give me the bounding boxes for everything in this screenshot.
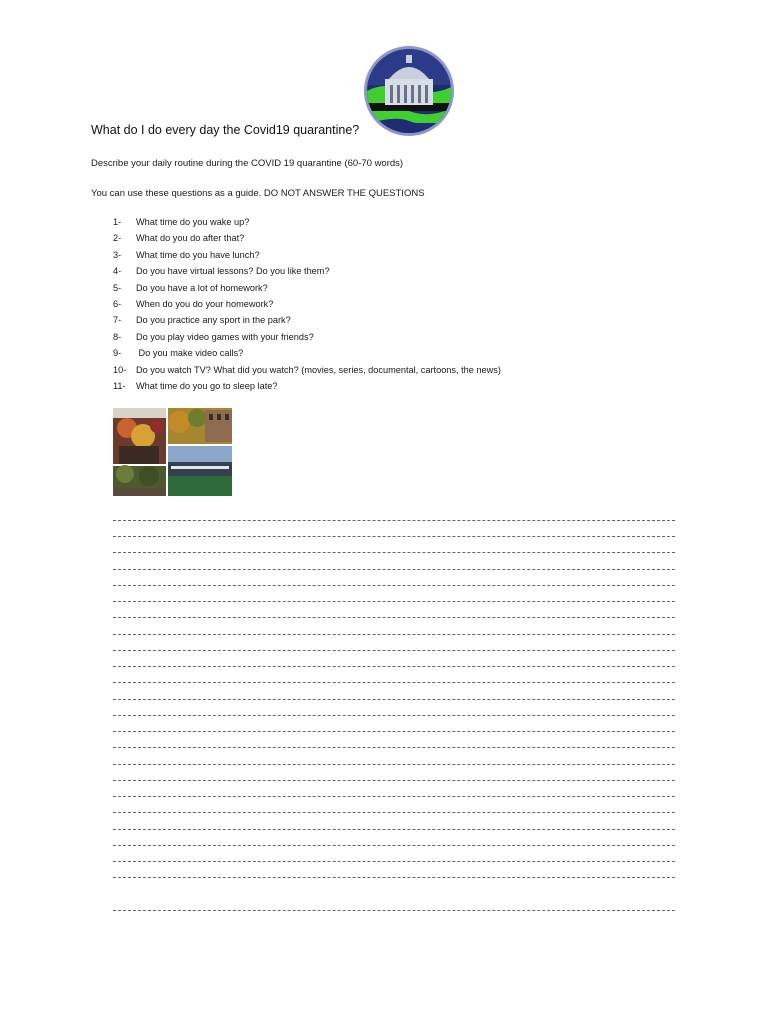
question-text: What do you do after that? bbox=[136, 233, 245, 244]
answer-line[interactable] bbox=[113, 617, 675, 618]
question-number: 7- bbox=[113, 315, 122, 326]
question-item bbox=[113, 381, 501, 397]
answer-line[interactable] bbox=[113, 747, 675, 748]
question-text: Do you practice any sport in the park? bbox=[136, 315, 291, 326]
question-text: What time do you have lunch? bbox=[136, 249, 260, 260]
question-text: What time do you wake up? bbox=[136, 217, 250, 227]
question-text: Do you watch TV? What did you watch? (movies, series, documental, cartoons, the news) bbox=[136, 364, 501, 375]
answer-line[interactable] bbox=[113, 520, 675, 521]
question-item bbox=[113, 299, 501, 315]
answer-line[interactable] bbox=[113, 682, 675, 683]
answer-line[interactable] bbox=[113, 861, 675, 862]
question-number: 2- bbox=[113, 233, 122, 244]
question-text: When do you do your homework? bbox=[136, 298, 274, 309]
question-number: 3- bbox=[113, 249, 122, 260]
question-item bbox=[113, 233, 501, 249]
question-number: 5- bbox=[113, 282, 122, 293]
question-number: 11- bbox=[113, 380, 126, 391]
task-instruction: Describe your daily routine during the COVID 19 quarantine (60-70 words) bbox=[91, 158, 404, 169]
question-list bbox=[113, 217, 501, 397]
question-number: 4- bbox=[113, 266, 122, 277]
photo-park bbox=[113, 465, 166, 496]
question-text: What time do you go to sleep late? bbox=[136, 380, 278, 391]
answer-line[interactable] bbox=[113, 764, 675, 765]
question-item bbox=[113, 250, 501, 266]
photo-stadium bbox=[168, 446, 232, 496]
question-number: 1- bbox=[113, 217, 122, 227]
photo-festival bbox=[113, 408, 166, 464]
worksheet-title: What do I do every day the Covid19 quarantine? bbox=[91, 123, 360, 137]
answer-line[interactable] bbox=[113, 552, 675, 553]
question-number: 10- bbox=[113, 364, 127, 375]
answer-line[interactable] bbox=[113, 845, 675, 846]
answer-line[interactable] bbox=[113, 569, 675, 570]
question-text: Do you make video calls? bbox=[136, 348, 244, 359]
answer-line[interactable] bbox=[113, 829, 675, 830]
school-logo bbox=[363, 45, 455, 137]
answer-line[interactable] bbox=[113, 585, 675, 586]
question-text: Do you have a lot of homework? bbox=[136, 282, 268, 293]
answer-line[interactable] bbox=[113, 699, 675, 700]
answer-line[interactable] bbox=[113, 634, 675, 635]
question-item bbox=[113, 283, 501, 299]
answer-line[interactable] bbox=[113, 731, 675, 732]
question-item bbox=[113, 266, 501, 282]
question-text: Do you have virtual lessons? Do you like them? bbox=[136, 266, 330, 277]
question-number: 8- bbox=[113, 331, 122, 342]
question-number: 9- bbox=[113, 348, 122, 359]
answer-line[interactable] bbox=[113, 910, 675, 911]
question-item bbox=[113, 315, 501, 331]
question-number: 6- bbox=[113, 298, 122, 309]
question-item bbox=[113, 217, 501, 233]
guide-instruction: You can use these questions as a guide. DO NOT ANSWER THE QUESTIONS bbox=[91, 188, 425, 199]
answer-line[interactable] bbox=[113, 601, 675, 602]
photo-autumn-trees bbox=[168, 408, 232, 444]
answer-line[interactable] bbox=[113, 877, 675, 878]
answer-line[interactable] bbox=[113, 650, 675, 651]
question-item bbox=[113, 348, 501, 364]
answer-line[interactable] bbox=[113, 715, 675, 716]
answer-line[interactable] bbox=[113, 666, 675, 667]
photo-collage bbox=[113, 406, 232, 496]
answer-line[interactable] bbox=[113, 812, 675, 813]
question-item bbox=[113, 365, 501, 381]
question-item bbox=[113, 332, 501, 348]
question-text: Do you play video games with your friends? bbox=[136, 331, 314, 342]
answer-line[interactable] bbox=[113, 780, 675, 781]
answer-line[interactable] bbox=[113, 536, 675, 537]
answer-line[interactable] bbox=[113, 796, 675, 797]
